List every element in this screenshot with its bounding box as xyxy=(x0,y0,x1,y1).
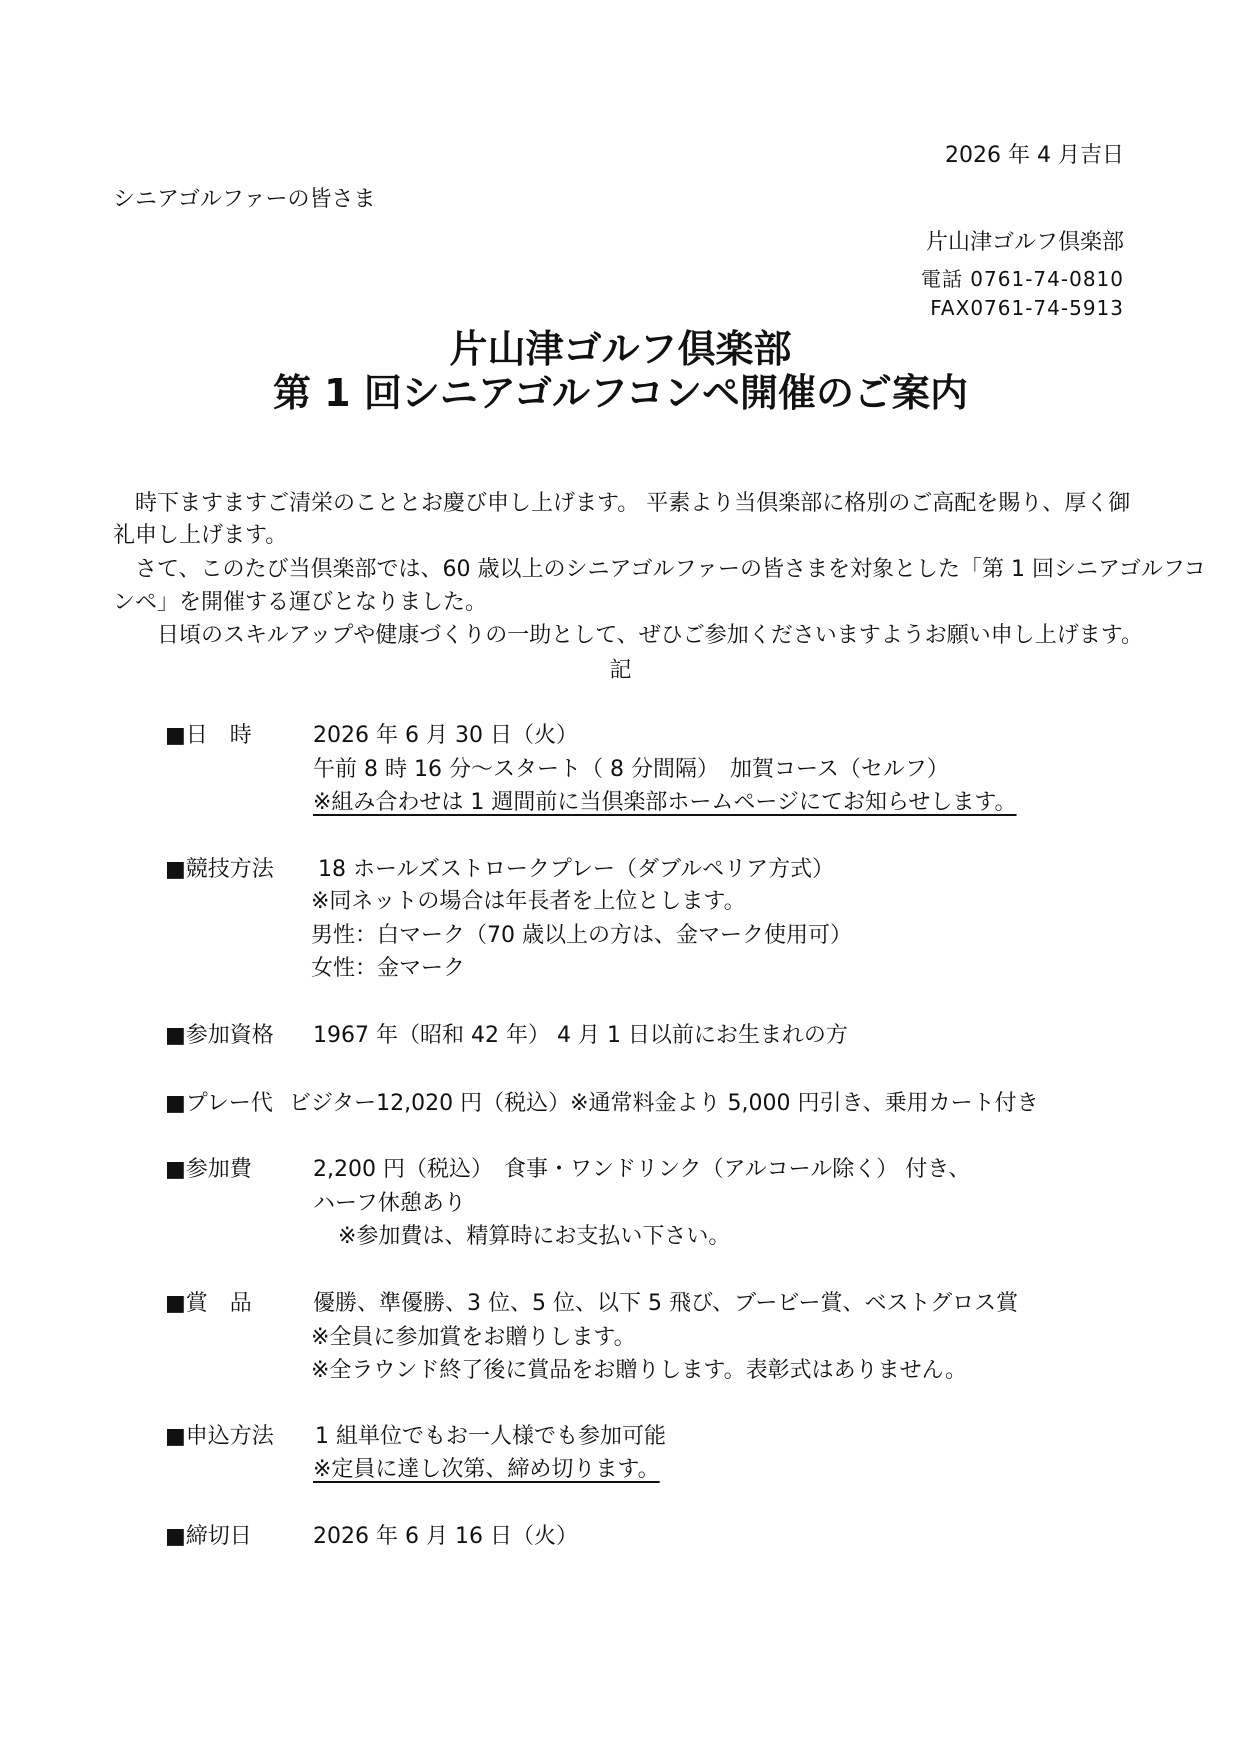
document-date: 2026 年 4 月吉日 xyxy=(945,143,1124,168)
application-label: ■申込方法 xyxy=(165,1424,274,1449)
eligibility-label: ■参加資格 xyxy=(165,1023,274,1048)
prizes-note: ※全ラウンド終了後に賞品をお贈りします。表彰式はありません。 xyxy=(311,1358,967,1383)
eligibility-value: 1967 年（昭和 42 年） 4 月 1 日以前にお生まれの方 xyxy=(313,1023,848,1048)
entry-fee-value: 2,200 円（税込） 食事・ワンドリンク（アルコール除く） 付き、 xyxy=(313,1157,971,1182)
format-play: 18 ホールズストロークプレー（ダブルペリア方式） xyxy=(318,857,835,882)
ki-mark: 記 xyxy=(609,658,632,683)
recipient: シニアゴルファーの皆さま xyxy=(113,187,376,212)
deadline-label: ■締切日 xyxy=(165,1524,252,1549)
datetime-label: ■日 時 xyxy=(165,723,252,748)
datetime-note: ※組み合わせは 1 週間前に当倶楽部ホームページにてお知らせします。 xyxy=(313,790,1017,815)
prizes-label: ■賞 品 xyxy=(165,1291,252,1316)
intro-line-4: ンペ」を開催する運びとなりました。 xyxy=(113,590,488,615)
title-event: 第 1 回シニアゴルフコンペ開催のご案内 xyxy=(272,371,969,415)
format-label: ■競技方法 xyxy=(165,857,274,882)
entry-fee-label: ■参加費 xyxy=(165,1157,252,1182)
sender-fax: FAX0761-74-5913 xyxy=(930,296,1124,320)
application-value: 1 組単位でもお一人様でも参加可能 xyxy=(315,1424,666,1449)
intro-line-1: 時下ますますご清栄のこととお慶び申し上げます。 平素より当倶楽部に格別のご高配を賜り、厚く御 xyxy=(113,491,1131,516)
intro-line-2: 礼申し上げます。 xyxy=(113,523,288,548)
entry-fee-break: ハーフ休憩あり xyxy=(313,1191,466,1216)
intro-line-3: さて、このたび当倶楽部では、60 歳以上のシニアゴルファーの皆さまを対象とした「第 1 回シニアゴルフコ xyxy=(113,557,1206,582)
sender-name: 片山津ゴルフ倶楽部 xyxy=(925,230,1124,255)
format-men-tee: 男性：白マーク（70 歳以上の方は、金マーク使用可） xyxy=(311,923,852,948)
prizes-participation: ※全員に参加賞をお贈りします。 xyxy=(311,1325,636,1350)
prizes-list: 優勝、準優勝、3 位、5 位、以下 5 飛び、ブービー賞、ベストグロス賞 xyxy=(313,1291,1019,1316)
format-women-tee: 女性：金マーク xyxy=(311,956,466,981)
sender-phone: 電話 0761-74-0810 xyxy=(920,267,1124,291)
intro-line-5: 日頃のスキルアップや健康づくりの一助として、ぜひご参加くださいますようお願い申し上げます。 xyxy=(113,623,1144,648)
title-club: 片山津ゴルフ倶楽部 xyxy=(449,327,792,371)
application-note: ※定員に達し次第、締め切ります。 xyxy=(313,1457,660,1482)
format-tiebreak: ※同ネットの場合は年長者を上位とします。 xyxy=(311,889,746,914)
play-fee-label: ■プレー代 xyxy=(165,1091,273,1116)
datetime-date: 2026 年 6 月 30 日（火） xyxy=(313,723,578,748)
datetime-start: 午前 8 時 16 分～スタート（ 8 分間隔） 加賀コース（セルフ） xyxy=(313,757,949,782)
play-fee-value: ビジター12,020 円（税込）※通常料金より 5,000 円引き、乗用カート付き xyxy=(289,1091,1039,1116)
entry-fee-note: ※参加費は、精算時にお支払い下さい。 xyxy=(338,1224,731,1249)
deadline-value: 2026 年 6 月 16 日（火） xyxy=(313,1524,578,1549)
